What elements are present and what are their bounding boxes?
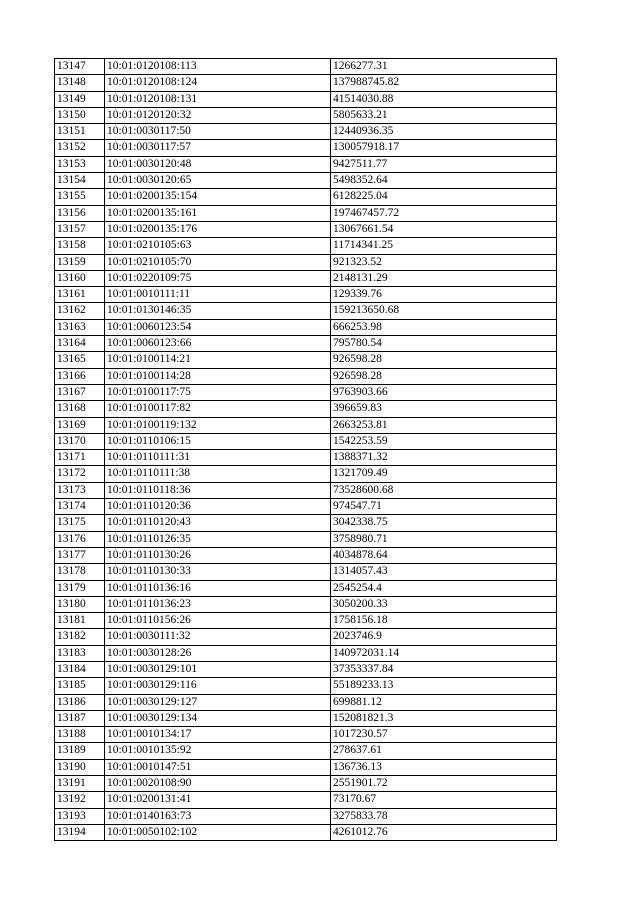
row-number-cell: 13193 xyxy=(55,808,105,824)
value-cell: 3758980.71 xyxy=(331,531,557,547)
value-cell: 1542253.59 xyxy=(331,433,557,449)
row-number-cell: 13160 xyxy=(55,270,105,286)
row-number-cell: 13149 xyxy=(55,91,105,107)
table-row xyxy=(55,776,557,792)
table-row xyxy=(55,808,557,824)
cadastral-number-cell: 10:01:0210105:70 xyxy=(105,254,331,270)
value-cell: 5498352.64 xyxy=(331,173,557,189)
row-number-cell: 13172 xyxy=(55,466,105,482)
table-row xyxy=(55,352,557,368)
table-row xyxy=(55,368,557,384)
table-row xyxy=(55,645,557,661)
row-number-cell: 13164 xyxy=(55,336,105,352)
value-cell: 1266277.31 xyxy=(331,59,557,75)
cadastral-number-cell: 10:01:0060123:54 xyxy=(105,319,331,335)
row-number-cell: 13158 xyxy=(55,238,105,254)
cadastral-number-cell: 10:01:0110106:15 xyxy=(105,433,331,449)
table-row xyxy=(55,694,557,710)
cadastral-number-cell: 10:01:0100117:82 xyxy=(105,401,331,417)
table-row xyxy=(55,629,557,645)
table-row xyxy=(55,515,557,531)
row-number-cell: 13147 xyxy=(55,59,105,75)
cadastral-number-cell: 10:01:0130146:35 xyxy=(105,303,331,319)
table-row xyxy=(55,336,557,352)
table-row xyxy=(55,319,557,335)
row-number-cell: 13177 xyxy=(55,547,105,563)
row-number-cell: 13168 xyxy=(55,401,105,417)
table-row xyxy=(55,596,557,612)
row-number-cell: 13179 xyxy=(55,580,105,596)
cadastral-number-cell: 10:01:0200135:154 xyxy=(105,189,331,205)
row-number-cell: 13166 xyxy=(55,368,105,384)
table-row xyxy=(55,303,557,319)
value-cell: 13067661.54 xyxy=(331,221,557,237)
cadastral-number-cell: 10:01:0100117:75 xyxy=(105,384,331,400)
cadastral-number-cell: 10:01:0110111:38 xyxy=(105,466,331,482)
row-number-cell: 13188 xyxy=(55,727,105,743)
table-row xyxy=(55,238,557,254)
table-row xyxy=(55,189,557,205)
value-cell: 73170.67 xyxy=(331,792,557,808)
value-cell: 197467457.72 xyxy=(331,205,557,221)
cadastral-number-cell: 10:01:0120108:131 xyxy=(105,91,331,107)
cadastral-number-cell: 10:01:0110111:31 xyxy=(105,450,331,466)
cadastral-number-cell: 10:01:0030129:134 xyxy=(105,710,331,726)
value-cell: 1314057.43 xyxy=(331,564,557,580)
row-number-cell: 13153 xyxy=(55,156,105,172)
row-number-cell: 13181 xyxy=(55,613,105,629)
value-cell: 9427511.77 xyxy=(331,156,557,172)
value-cell: 2545254.4 xyxy=(331,580,557,596)
cadastral-number-cell: 10:01:0110118:36 xyxy=(105,482,331,498)
row-number-cell: 13151 xyxy=(55,124,105,140)
row-number-cell: 13154 xyxy=(55,173,105,189)
row-number-cell: 13169 xyxy=(55,417,105,433)
row-number-cell: 13189 xyxy=(55,743,105,759)
cadastral-number-cell: 10:01:0140163:73 xyxy=(105,808,331,824)
cadastral-number-cell: 10:01:0030129:101 xyxy=(105,661,331,677)
value-cell: 3275833.78 xyxy=(331,808,557,824)
value-cell: 2023746.9 xyxy=(331,629,557,645)
row-number-cell: 13184 xyxy=(55,661,105,677)
table-body xyxy=(55,59,557,841)
table-row xyxy=(55,466,557,482)
row-number-cell: 13176 xyxy=(55,531,105,547)
cadastral-number-cell: 10:01:0010134:17 xyxy=(105,727,331,743)
table-row xyxy=(55,384,557,400)
table-row xyxy=(55,75,557,91)
row-number-cell: 13167 xyxy=(55,384,105,400)
value-cell: 2551901.72 xyxy=(331,776,557,792)
table-row xyxy=(55,710,557,726)
row-number-cell: 13178 xyxy=(55,564,105,580)
row-number-cell: 13183 xyxy=(55,645,105,661)
cadastral-number-cell: 10:01:0200135:176 xyxy=(105,221,331,237)
value-cell: 1388371.32 xyxy=(331,450,557,466)
row-number-cell: 13148 xyxy=(55,75,105,91)
table-row xyxy=(55,580,557,596)
value-cell: 2663253.81 xyxy=(331,417,557,433)
value-cell: 278637.61 xyxy=(331,743,557,759)
row-number-cell: 13163 xyxy=(55,319,105,335)
value-cell: 159213650.68 xyxy=(331,303,557,319)
row-number-cell: 13155 xyxy=(55,189,105,205)
value-cell: 55189233.13 xyxy=(331,678,557,694)
cadastral-number-cell: 10:01:0010147:51 xyxy=(105,759,331,775)
table-row xyxy=(55,433,557,449)
row-number-cell: 13159 xyxy=(55,254,105,270)
value-cell: 4261012.76 xyxy=(331,824,557,840)
cadastral-number-cell: 10:01:0110130:26 xyxy=(105,547,331,563)
value-cell: 926598.28 xyxy=(331,368,557,384)
cadastral-number-cell: 10:01:0120120:32 xyxy=(105,107,331,123)
value-cell: 1758156.18 xyxy=(331,613,557,629)
table-row xyxy=(55,221,557,237)
cadastral-number-cell: 10:01:0110130:33 xyxy=(105,564,331,580)
value-cell: 1321709.49 xyxy=(331,466,557,482)
row-number-cell: 13190 xyxy=(55,759,105,775)
table-row xyxy=(55,743,557,759)
row-number-cell: 13187 xyxy=(55,710,105,726)
row-number-cell: 13152 xyxy=(55,140,105,156)
cadastral-number-cell: 10:01:0200135:161 xyxy=(105,205,331,221)
table-row xyxy=(55,531,557,547)
table-row xyxy=(55,450,557,466)
row-number-cell: 13171 xyxy=(55,450,105,466)
cadastral-number-cell: 10:01:0060123:66 xyxy=(105,336,331,352)
table-row xyxy=(55,661,557,677)
table-row xyxy=(55,91,557,107)
value-cell: 73528600.68 xyxy=(331,482,557,498)
value-cell: 41514030.88 xyxy=(331,91,557,107)
cadastral-number-cell: 10:01:0030128:26 xyxy=(105,645,331,661)
cadastral-number-cell: 10:01:0220109:75 xyxy=(105,270,331,286)
cadastral-number-cell: 10:01:0020108:90 xyxy=(105,776,331,792)
table-row xyxy=(55,270,557,286)
table-row xyxy=(55,107,557,123)
value-cell: 1017230.57 xyxy=(331,727,557,743)
row-number-cell: 13192 xyxy=(55,792,105,808)
value-cell: 136736.13 xyxy=(331,759,557,775)
value-cell: 3050200.33 xyxy=(331,596,557,612)
table-row xyxy=(55,156,557,172)
value-cell: 140972031.14 xyxy=(331,645,557,661)
row-number-cell: 13191 xyxy=(55,776,105,792)
row-number-cell: 13150 xyxy=(55,107,105,123)
table-row xyxy=(55,205,557,221)
value-cell: 4034878.64 xyxy=(331,547,557,563)
row-number-cell: 13165 xyxy=(55,352,105,368)
cadastral-number-cell: 10:01:0110136:23 xyxy=(105,596,331,612)
cadastral-number-cell: 10:01:0200131:41 xyxy=(105,792,331,808)
table-row xyxy=(55,499,557,515)
value-cell: 699881.12 xyxy=(331,694,557,710)
value-cell: 130057918.17 xyxy=(331,140,557,156)
cadastral-number-cell: 10:01:0110120:36 xyxy=(105,499,331,515)
table-row xyxy=(55,417,557,433)
value-cell: 666253.98 xyxy=(331,319,557,335)
cadastral-number-cell: 10:01:0030117:50 xyxy=(105,124,331,140)
value-cell: 396659.83 xyxy=(331,401,557,417)
cadastral-number-cell: 10:01:0120108:113 xyxy=(105,59,331,75)
cadastral-number-cell: 10:01:0030120:65 xyxy=(105,173,331,189)
table-row xyxy=(55,792,557,808)
row-number-cell: 13182 xyxy=(55,629,105,645)
row-number-cell: 13156 xyxy=(55,205,105,221)
value-cell: 974547.71 xyxy=(331,499,557,515)
table-row xyxy=(55,401,557,417)
cadastral-number-cell: 10:01:0110126:35 xyxy=(105,531,331,547)
row-number-cell: 13194 xyxy=(55,824,105,840)
table-row xyxy=(55,140,557,156)
cadastral-number-cell: 10:01:0010111:11 xyxy=(105,287,331,303)
value-cell: 11714341.25 xyxy=(331,238,557,254)
value-cell: 12440936.35 xyxy=(331,124,557,140)
cadastral-number-cell: 10:01:0030129:116 xyxy=(105,678,331,694)
cadastral-number-cell: 10:01:0120108:124 xyxy=(105,75,331,91)
table-row xyxy=(55,824,557,840)
table-row xyxy=(55,759,557,775)
table-row xyxy=(55,727,557,743)
table-row xyxy=(55,678,557,694)
value-cell: 3042338.75 xyxy=(331,515,557,531)
table-row xyxy=(55,287,557,303)
cadastral-number-cell: 10:01:0030111:32 xyxy=(105,629,331,645)
cadastral-number-cell: 10:01:0100119:132 xyxy=(105,417,331,433)
table-row xyxy=(55,254,557,270)
row-number-cell: 13162 xyxy=(55,303,105,319)
row-number-cell: 13180 xyxy=(55,596,105,612)
value-cell: 926598.28 xyxy=(331,352,557,368)
value-cell: 152081821.3 xyxy=(331,710,557,726)
cadastral-number-cell: 10:01:0050102:102 xyxy=(105,824,331,840)
row-number-cell: 13175 xyxy=(55,515,105,531)
row-number-cell: 13173 xyxy=(55,482,105,498)
value-cell: 137988745.82 xyxy=(331,75,557,91)
value-cell: 6128225.04 xyxy=(331,189,557,205)
cadastral-number-cell: 10:01:0110120:43 xyxy=(105,515,331,531)
cadastral-number-cell: 10:01:0210105:63 xyxy=(105,238,331,254)
row-number-cell: 13185 xyxy=(55,678,105,694)
value-cell: 129339.76 xyxy=(331,287,557,303)
cadastral-number-cell: 10:01:0030129:127 xyxy=(105,694,331,710)
cadastral-number-cell: 10:01:0110156:26 xyxy=(105,613,331,629)
value-cell: 37353337.84 xyxy=(331,661,557,677)
value-cell: 9763903.66 xyxy=(331,384,557,400)
cadastral-number-cell: 10:01:0010135:92 xyxy=(105,743,331,759)
data-table xyxy=(54,58,557,841)
cadastral-number-cell: 10:01:0030117:57 xyxy=(105,140,331,156)
table-row xyxy=(55,173,557,189)
cadastral-number-cell: 10:01:0100114:21 xyxy=(105,352,331,368)
table-row xyxy=(55,482,557,498)
value-cell: 795780.54 xyxy=(331,336,557,352)
cadastral-number-cell: 10:01:0110136:16 xyxy=(105,580,331,596)
value-cell: 921323.52 xyxy=(331,254,557,270)
row-number-cell: 13161 xyxy=(55,287,105,303)
table-row xyxy=(55,124,557,140)
value-cell: 5805633.21 xyxy=(331,107,557,123)
row-number-cell: 13186 xyxy=(55,694,105,710)
table-row xyxy=(55,564,557,580)
table-row xyxy=(55,59,557,75)
row-number-cell: 13157 xyxy=(55,221,105,237)
table-row xyxy=(55,547,557,563)
cadastral-number-cell: 10:01:0030120:48 xyxy=(105,156,331,172)
row-number-cell: 13170 xyxy=(55,433,105,449)
row-number-cell: 13174 xyxy=(55,499,105,515)
value-cell: 2148131.29 xyxy=(331,270,557,286)
cadastral-number-cell: 10:01:0100114:28 xyxy=(105,368,331,384)
table-row xyxy=(55,613,557,629)
